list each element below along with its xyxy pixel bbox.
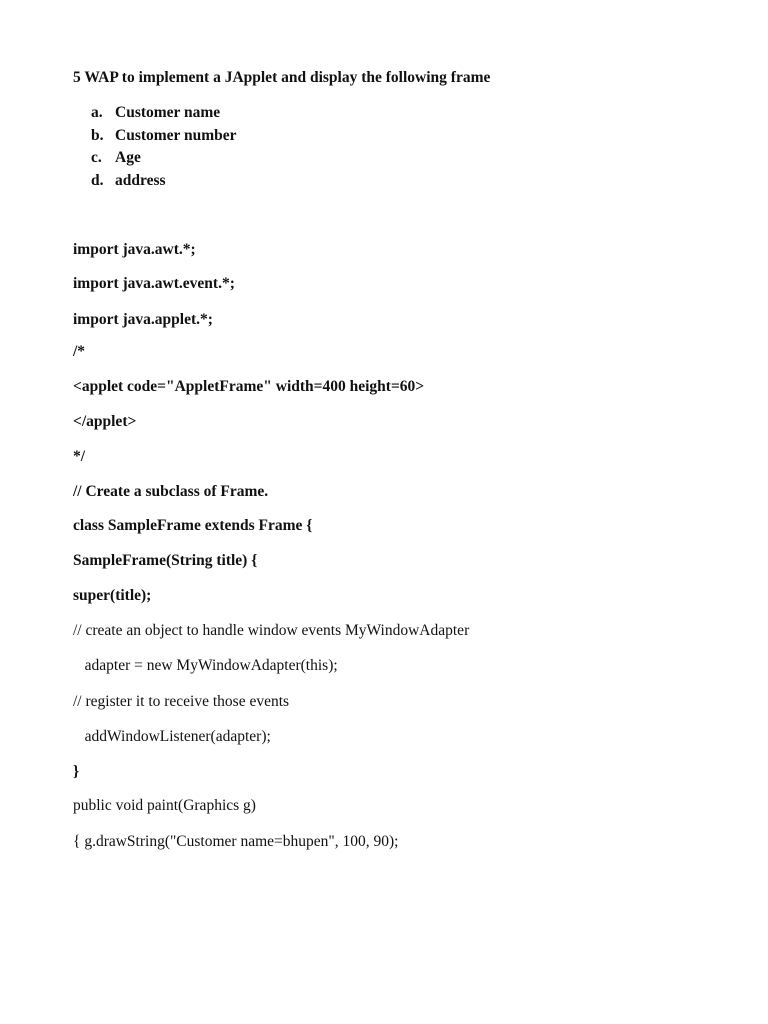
code-line: // Create a subclass of Frame.: [73, 483, 269, 500]
code-line: SampleFrame(String title) {: [73, 552, 258, 569]
code-line: { g.drawString("Customer name=bhupen", 100, 90);: [73, 833, 399, 850]
code-line: addWindowListener(adapter);: [73, 728, 271, 745]
code-line: <applet code="AppletFrame" width=400 height=60>: [73, 378, 425, 395]
list-marker: c.: [91, 149, 102, 166]
list-item-text: Customer name: [115, 104, 221, 121]
code-line: }: [73, 763, 80, 780]
code-line: public void paint(Graphics g): [73, 797, 256, 814]
list-item: [91, 170, 237, 193]
code-line: */: [73, 448, 86, 465]
code-line: import java.applet.*;: [73, 311, 213, 328]
list-item-text: address: [115, 171, 166, 189]
code-line: // create an object to handle window events MyWindowAdapter: [73, 622, 470, 639]
code-line: class SampleFrame extends Frame {: [73, 517, 313, 534]
code-line: import java.awt.*;: [73, 241, 196, 258]
question-heading: 5 WAP to implement a JApplet and display the following frame: [73, 69, 491, 86]
code-line: import java.awt.event.*;: [73, 275, 235, 292]
list-item: [91, 147, 237, 170]
list-marker: a.: [91, 104, 103, 121]
code-line: </applet>: [73, 413, 137, 430]
code-line: adapter = new MyWindowAdapter(this);: [73, 657, 338, 674]
list-marker: d.: [91, 171, 104, 189]
list-item-text: Customer number: [115, 126, 237, 144]
requirements-list: [91, 102, 237, 192]
code-line: super(title);: [73, 587, 152, 604]
list-item: [91, 102, 237, 125]
list-item: [91, 125, 237, 148]
list-marker: b.: [91, 126, 104, 144]
code-line: // register it to receive those events: [73, 693, 290, 710]
list-item-text: Age: [115, 149, 141, 166]
code-line: /*: [73, 343, 86, 360]
